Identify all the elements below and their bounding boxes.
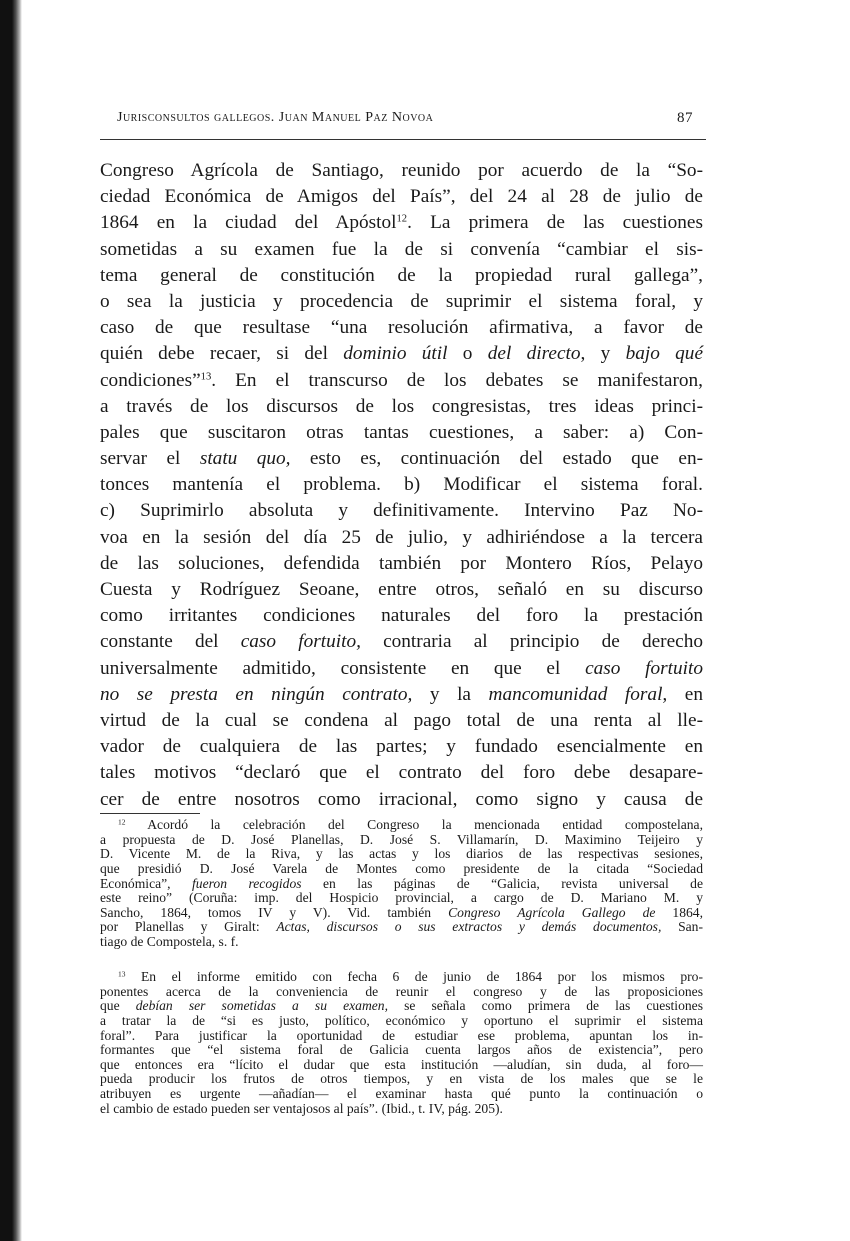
body-text bbox=[100, 158, 703, 813]
text-line bbox=[100, 1014, 703, 1029]
italic-text: fueron recogidos bbox=[192, 875, 302, 891]
text-segment: servar el bbox=[100, 448, 200, 470]
text-line bbox=[100, 1102, 703, 1117]
text-segment: virtud de la cual se condena al pago total de una renta al lle- bbox=[100, 709, 703, 731]
text-segment: Sancho, 1864, tomos IV y V). Vid. también bbox=[100, 904, 449, 920]
text-line bbox=[100, 847, 703, 862]
text-segment: a tratar la de “si es justo, político, económico y oportuno el suprimir el sistema bbox=[100, 1012, 703, 1028]
text-line bbox=[100, 551, 703, 577]
text-segment: , y bbox=[580, 343, 626, 365]
text-line bbox=[100, 1072, 703, 1087]
text-segment: este reino” (Coruña: imp. del Hospicio provincial, a cargo de D. Mariano M. y bbox=[100, 890, 703, 906]
text-segment: formantes que “el sistema foral de Galicia cuenta largos años de existencia”, pero bbox=[100, 1042, 703, 1058]
page-number: 87 bbox=[677, 110, 693, 126]
text-line bbox=[100, 682, 703, 708]
text-segment: En el informe emitido con fecha 6 de junio de 1864 por los mismos pro- bbox=[125, 969, 703, 984]
text-segment: en las páginas de “Galicia, revista universal de bbox=[301, 875, 703, 891]
text-segment: voa en la sesión del día 25 de julio, y adhiriéndose a la tercera bbox=[100, 526, 703, 548]
text-segment: universalmente admitido, consistente en que el bbox=[100, 657, 586, 679]
italic-text: no se presta en ningún contrato, bbox=[100, 683, 413, 705]
text-segment: en bbox=[667, 683, 703, 705]
text-line bbox=[100, 906, 703, 921]
footnote-reference: 13 bbox=[118, 969, 126, 979]
italic-text: caso fortuito, bbox=[240, 631, 361, 653]
text-line bbox=[100, 368, 703, 394]
text-segment: como irritantes condiciones naturales del foro la prestación bbox=[100, 605, 703, 627]
text-segment: contraria al principio de derecho bbox=[360, 631, 703, 653]
text-segment: el cambio de estado pueden ser ventajosos al país”. (Ibid., t. IV, pág. 205). bbox=[100, 1100, 503, 1116]
text-segment: Económica”, bbox=[100, 875, 193, 891]
text-segment: 1864 en la ciudad del Apóstol bbox=[100, 212, 397, 234]
text-segment: o bbox=[447, 343, 488, 365]
text-segment: tema general de constitución de la propiedad rural gallega”, bbox=[100, 264, 703, 286]
text-line bbox=[100, 970, 703, 985]
text-segment: sometidas a su examen fue la de si convenía “cambiar el sis- bbox=[100, 238, 703, 260]
text-segment: vador de cualquiera de las partes; y fundado esencialmente en bbox=[100, 736, 703, 758]
text-segment: cer de entre nosotros como irracional, como signo y causa de bbox=[100, 788, 703, 810]
text-segment: c) Suprimirlo absoluta y definitivamente. Intervino Paz No- bbox=[100, 500, 703, 522]
text-line bbox=[100, 263, 703, 289]
text-line bbox=[100, 787, 703, 813]
text-line bbox=[100, 420, 703, 446]
text-segment: Cuesta y Rodríguez Seoane, entre otros, señaló en su discurso bbox=[100, 579, 703, 600]
text-line bbox=[100, 760, 703, 786]
footnote-reference: 12 bbox=[396, 214, 408, 226]
text-line bbox=[100, 472, 703, 498]
text-segment: se señala como primera de las cuestiones bbox=[388, 998, 703, 1014]
text-segment: y la bbox=[412, 683, 489, 705]
text-segment: foral”. Para justificar la oportunidad de estudiar ese problema, apuntan los in- bbox=[100, 1027, 703, 1043]
text-segment: 1864, bbox=[655, 904, 704, 920]
text-segment: que bbox=[100, 998, 136, 1014]
text-segment: a propuesta de D. José Planellas, D. José S. Villamarín, D. Maximino Teijeiro y bbox=[100, 831, 703, 847]
text-line bbox=[100, 1043, 703, 1058]
text-line bbox=[100, 1058, 703, 1073]
italic-text: mancomunidad foral, bbox=[488, 683, 668, 705]
text-segment: D. Vicente M. de la Riva, y las actas y los diarios de las respectivas sesiones, bbox=[100, 846, 703, 862]
text-segment: Acordó la celebración del Congreso la mencionada entidad compostelana, bbox=[125, 817, 703, 832]
text-line bbox=[100, 603, 703, 629]
text-line bbox=[100, 498, 703, 524]
text-line bbox=[100, 315, 703, 341]
italic-text: statu quo, bbox=[199, 448, 291, 470]
text-segment: Congreso Agrícola de Santiago, reunido por acuerdo de la “So- bbox=[100, 160, 703, 181]
text-line bbox=[100, 629, 703, 655]
text-line bbox=[100, 1029, 703, 1044]
running-title: Jurisconsultos gallegos. Juan Manuel Paz Novoa bbox=[117, 110, 434, 125]
italic-text: bajo qué bbox=[625, 343, 703, 365]
text-segment: tales motivos “declaró que el contrato del foro debe desapare- bbox=[100, 762, 703, 784]
footnote-rule bbox=[100, 813, 200, 814]
text-segment: por Planellas y Giralt: bbox=[100, 919, 277, 935]
text-line bbox=[100, 818, 703, 833]
text-line bbox=[100, 920, 703, 935]
scan-border bbox=[0, 0, 22, 1241]
text-line bbox=[100, 446, 703, 472]
footnote-reference: 12 bbox=[118, 817, 126, 827]
text-segment: . La primera de las cuestiones bbox=[407, 212, 703, 234]
italic-text: dominio útil bbox=[343, 343, 448, 365]
text-segment: que presidió D. José Varela de Montes como presidente de la citada “Sociedad bbox=[100, 860, 703, 876]
text-line bbox=[100, 999, 703, 1014]
text-line bbox=[100, 985, 703, 1000]
italic-text: Actas, discursos o sus extractos y demás documentos, bbox=[276, 919, 662, 935]
text-line bbox=[100, 341, 703, 367]
text-segment: a través de los discursos de los congresistas, tres ideas princi- bbox=[100, 395, 703, 417]
running-header bbox=[103, 110, 691, 136]
italic-text: caso fortuito bbox=[585, 657, 703, 679]
text-segment: esto es, continuación del estado que en- bbox=[290, 448, 703, 470]
text-segment: ciedad Económica de Amigos del País”, del 24 al 28 de julio de bbox=[100, 186, 703, 208]
text-line bbox=[100, 289, 703, 315]
text-segment: pales que suscitaron otras tantas cuestiones, a saber: a) Con- bbox=[100, 421, 703, 443]
text-line bbox=[100, 734, 703, 760]
italic-text: del directo bbox=[487, 343, 581, 365]
text-line bbox=[100, 935, 703, 950]
text-line bbox=[100, 833, 703, 848]
text-line bbox=[100, 862, 703, 877]
text-segment: tiago de Compostela, s. f. bbox=[100, 934, 239, 950]
text-line bbox=[100, 1087, 703, 1102]
text-line bbox=[100, 237, 703, 263]
text-segment: tonces mantenía el problema. b) Modificar el sistema foral. bbox=[100, 474, 703, 496]
text-line bbox=[100, 656, 703, 682]
text-line bbox=[100, 577, 703, 603]
text-segment: ponentes acerca de la conveniencia de reunir el congreso y de las proposiciones bbox=[100, 983, 703, 999]
text-segment: constante del bbox=[100, 631, 241, 653]
text-line bbox=[100, 394, 703, 420]
text-segment: San- bbox=[661, 919, 704, 935]
text-segment: condiciones” bbox=[100, 369, 201, 391]
text-segment: atribuyen es urgente —añadían— el examinar hasta qué punto la continuación o bbox=[100, 1086, 703, 1102]
footnote-13 bbox=[100, 970, 703, 1116]
text-line bbox=[100, 210, 703, 236]
italic-text: debían ser sometidas a su examen, bbox=[135, 998, 388, 1014]
text-line bbox=[100, 708, 703, 734]
text-segment: que entonces era “lícito el dudar que esta institución —aludían, sin duda, al foro— bbox=[100, 1056, 703, 1072]
text-segment: caso de que resultase “una resolución afirmativa, a favor de bbox=[100, 317, 703, 339]
text-segment: de las soluciones, defendida también por Montero Ríos, Pelayo bbox=[100, 552, 703, 574]
text-line bbox=[100, 184, 703, 210]
italic-text: Congreso Agrícola Gallego de bbox=[448, 904, 656, 920]
header-rule bbox=[100, 139, 706, 140]
text-line bbox=[100, 877, 703, 892]
text-line bbox=[100, 525, 703, 551]
footnote-12 bbox=[100, 818, 703, 950]
text-segment: . En el transcurso de los debates se manifestaron, bbox=[211, 369, 703, 391]
text-segment: quién debe recaer, si del bbox=[100, 343, 344, 365]
text-segment: pueda producir los frutos de otros tiempos, y en vista de los males que se le bbox=[100, 1071, 703, 1087]
footnote-reference: 13 bbox=[200, 371, 212, 383]
text-line bbox=[100, 891, 703, 906]
text-line bbox=[100, 158, 703, 184]
text-segment: o sea la justicia y procedencia de suprimir el sistema foral, y bbox=[100, 290, 703, 312]
